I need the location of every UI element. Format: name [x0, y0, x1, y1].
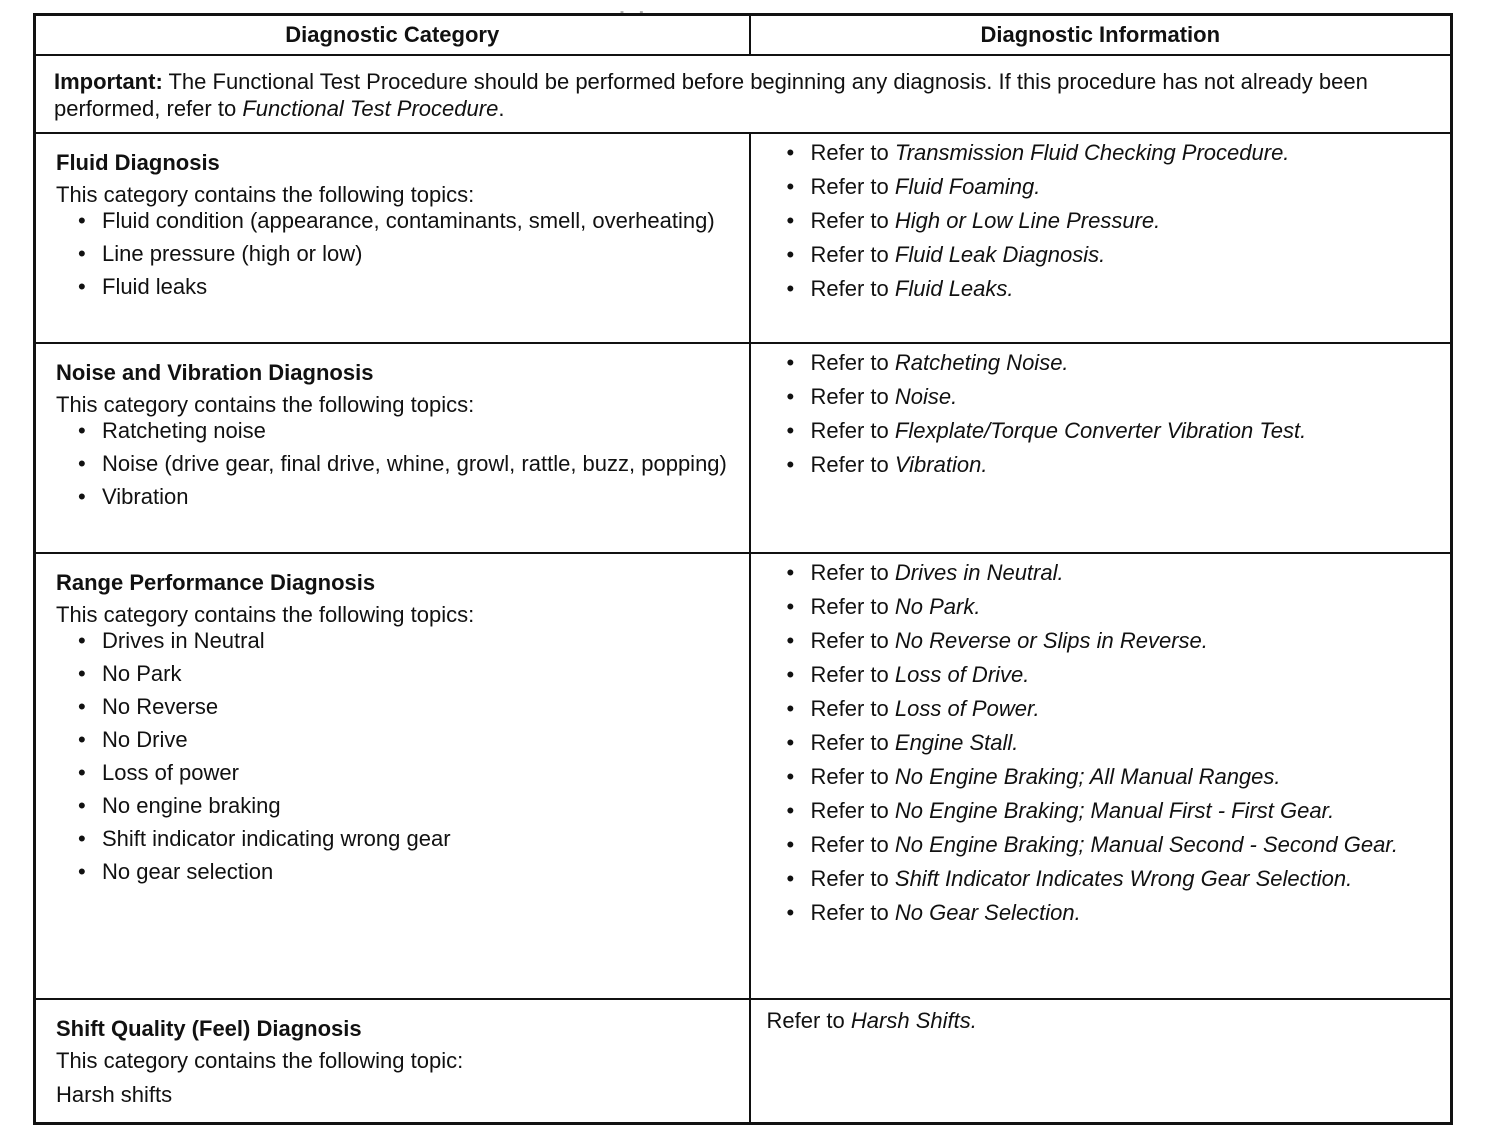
list-item: • Fluid leaks — [78, 274, 731, 299]
category-intro: This category contains the following topic: — [56, 1048, 464, 1073]
table-row — [35, 133, 1452, 343]
list-item: • Ratcheting noise — [78, 418, 731, 443]
information-cell — [750, 999, 1452, 1124]
list-item: • Refer to Noise. — [787, 384, 1433, 410]
reference-link: No Gear Selection. — [894, 900, 1081, 925]
reference-link: Fluid Leaks. — [894, 276, 1014, 301]
category-title: Shift Quality (Feel) Diagnosis — [56, 1016, 362, 1041]
list-item: • Refer to No Reverse or Slips in Reverse. — [787, 628, 1433, 654]
list-item: • Refer to Loss of Power. — [787, 696, 1433, 722]
reference-link: Drives in Neutral. — [894, 560, 1064, 585]
reference-list — [787, 350, 1433, 478]
reference-link: Loss of Power. — [894, 696, 1040, 721]
list-item: • Fluid condition (appearance, contaminants, smell, overheating) — [78, 208, 731, 233]
list-item: • Refer to Flexplate/Torque Converter Vibration Test. — [787, 418, 1433, 444]
list-item: • Drives in Neutral — [78, 628, 731, 653]
category-title: Fluid Diagnosis — [56, 150, 220, 175]
reference-list — [787, 560, 1433, 926]
list-item: • Refer to No Gear Selection. — [787, 900, 1433, 926]
table-row — [35, 343, 1452, 553]
list-item: • Loss of power — [78, 760, 731, 785]
reference-link: Harsh Shifts. — [850, 1008, 977, 1033]
category-intro: This category contains the following topics: — [56, 392, 475, 417]
list-item: • Vibration — [78, 484, 731, 509]
category-cell — [35, 343, 750, 553]
reference-link: Shift Indicator Indicates Wrong Gear Selection. — [894, 866, 1353, 891]
list-item: • Refer to Fluid Leaks. — [787, 276, 1433, 302]
list-item: • No Drive — [78, 727, 731, 752]
reference-link: Engine Stall. — [894, 730, 1019, 755]
important-label: Important: — [54, 69, 163, 94]
list-item: • Refer to Shift Indicator Indicates Wrong Gear Selection. — [787, 866, 1433, 892]
category-title: Noise and Vibration Diagnosis — [56, 360, 374, 385]
reference-link: No Engine Braking; All Manual Ranges. — [894, 764, 1281, 789]
reference-link: Loss of Drive. — [894, 662, 1030, 687]
reference-link: High or Low Line Pressure. — [894, 208, 1161, 233]
header-row — [35, 15, 1452, 56]
list-item: • Line pressure (high or low) — [78, 241, 731, 266]
list-item: • Shift indicator indicating wrong gear — [78, 826, 731, 851]
list-item: • Refer to Fluid Foaming. — [787, 174, 1433, 200]
category-cell — [35, 133, 750, 343]
information-cell — [750, 133, 1452, 343]
reference-link: Ratcheting Noise. — [894, 350, 1069, 375]
reference-link: Transmission Fluid Checking Procedure. — [894, 140, 1290, 165]
reference-link: Fluid Foaming. — [894, 174, 1041, 199]
list-item: • No Reverse — [78, 694, 731, 719]
important-end: . — [498, 96, 505, 121]
reference-link: No Engine Braking; Manual Second - Second Gear. — [894, 832, 1398, 857]
list-item: • Refer to No Engine Braking; Manual First - First Gear. — [787, 798, 1433, 824]
reference-link: No Park. — [894, 594, 981, 619]
category-cell — [35, 999, 750, 1124]
list-item: • Refer to No Engine Braking; Manual Second - Second Gear. — [787, 832, 1433, 858]
diagnostic-table — [33, 13, 1453, 1125]
category-intro: This category contains the following topics: — [56, 182, 475, 207]
list-item: • Refer to Engine Stall. — [787, 730, 1433, 756]
table-row — [35, 999, 1452, 1124]
reference-link: Fluid Leak Diagnosis. — [894, 242, 1106, 267]
list-item: • Refer to Fluid Leak Diagnosis. — [787, 242, 1433, 268]
table-row — [35, 553, 1452, 999]
important-text: The Functional Test Procedure should be performed before beginning any diagnosis. If this procedure has not already been performed, refer to — [54, 69, 1368, 121]
category-intro: This category contains the following topics: — [56, 602, 475, 627]
list-item: • Refer to Ratcheting Noise. — [787, 350, 1433, 376]
reference-link: Noise. — [894, 384, 958, 409]
important-row — [35, 55, 1452, 133]
important-note — [35, 55, 1452, 133]
page-mark: - - — [620, 4, 650, 18]
topic-list — [56, 628, 731, 884]
list-item: • No gear selection — [78, 859, 731, 884]
list-item: • Noise (drive gear, final drive, whine, growl, rattle, buzz, popping) — [78, 451, 731, 476]
reference-link: No Reverse or Slips in Reverse. — [894, 628, 1208, 653]
list-item: • Refer to Drives in Neutral. — [787, 560, 1433, 586]
list-item: • No Park — [78, 661, 731, 686]
list-item: • No engine braking — [78, 793, 731, 818]
category-title: Range Performance Diagnosis — [56, 570, 376, 595]
important-link: Functional Test Procedure — [242, 96, 499, 121]
topic-list — [56, 208, 731, 299]
list-item: • Refer to Vibration. — [787, 452, 1433, 478]
list-item: • Refer to Transmission Fluid Checking Procedure. — [787, 140, 1433, 166]
list-item: • Refer to No Park. — [787, 594, 1433, 620]
category-cell — [35, 553, 750, 999]
topic-item: Harsh shifts — [56, 1082, 173, 1107]
reference-list — [787, 140, 1433, 302]
topic-list — [56, 418, 731, 509]
reference-item: Refer to Harsh Shifts. — [766, 1008, 977, 1033]
column-header-category: Diagnostic Category — [35, 15, 750, 56]
list-item: • Refer to No Engine Braking; All Manual Ranges. — [787, 764, 1433, 790]
list-item: • Refer to Loss of Drive. — [787, 662, 1433, 688]
column-header-information: Diagnostic Information — [750, 15, 1452, 56]
reference-link: Flexplate/Torque Converter Vibration Test. — [894, 418, 1307, 443]
reference-link: Vibration. — [894, 452, 988, 477]
information-cell — [750, 343, 1452, 553]
information-cell — [750, 553, 1452, 999]
list-item: • Refer to High or Low Line Pressure. — [787, 208, 1433, 234]
reference-link: No Engine Braking; Manual First - First Gear. — [894, 798, 1335, 823]
